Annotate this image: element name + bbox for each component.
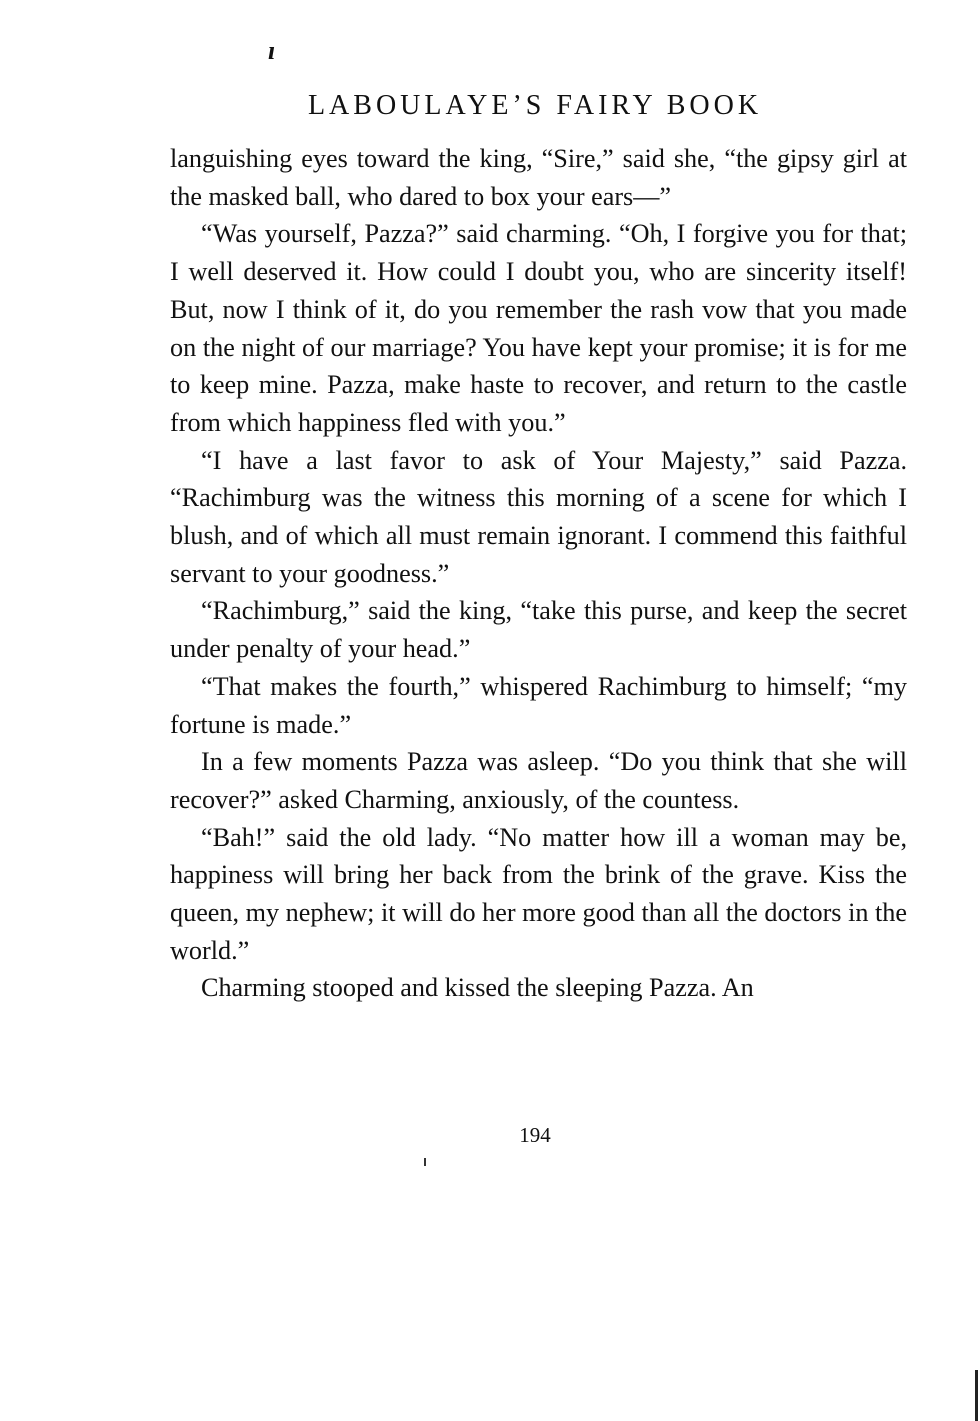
scan-edge-line bbox=[975, 1370, 978, 1421]
paragraph-1: languishing eyes toward the king, “Sire,” said she, “the gipsy girl at the masked ball, who dared to box your ears—” bbox=[170, 144, 907, 211]
paragraph-8: Charming stooped and kissed the sleeping Pazza. An bbox=[201, 973, 754, 1003]
page-number: 194 bbox=[519, 1123, 551, 1147]
paragraph-2: “Was yourself, Pazza?” said charming. “Oh, I forgive you for that; I well deserved it. How could I doubt you, who are sincerity itself! But, now I think of it, do you remember the rash vow that you made on the night of our marriage? You have kept your promise; it is for me to keep mine. Pazza, make haste to recover, and return to the castle from which happiness fled with you.” bbox=[170, 219, 907, 437]
stray-ink-mark: ı bbox=[268, 36, 276, 65]
running-head: LABOULAYE’S FAIRY BOOK bbox=[307, 90, 763, 121]
paragraph-4: “Rachimburg,” said the king, “take this purse, and keep the secret under penalty of your head.” bbox=[170, 596, 907, 664]
body-text bbox=[170, 140, 907, 1007]
paragraph-7: “Bah!” said the old lady. “No matter how ill a woman may be, happiness will bring her back from the brink of the grave. Kiss the queen, my nephew; it will do her more good than all the doctors in the world.” bbox=[170, 822, 907, 965]
paragraph-5: “That makes the fourth,” whispered Rachimburg to himself; “my fortune is made.” bbox=[170, 671, 907, 739]
paragraph-6: In a few moments Pazza was asleep. “Do you think that she will recover?” asked Charming, anxiously, of the countess. bbox=[170, 747, 907, 814]
paragraph-3: “I have a last favor to ask of Your Majesty,” said Pazza. “Rachimburg was the witness this morning of a scene for which I blush, and of which all must remain ignorant. I commend this faithful servant to your goodness.” bbox=[170, 445, 907, 588]
stray-tick-mark bbox=[424, 1158, 426, 1166]
